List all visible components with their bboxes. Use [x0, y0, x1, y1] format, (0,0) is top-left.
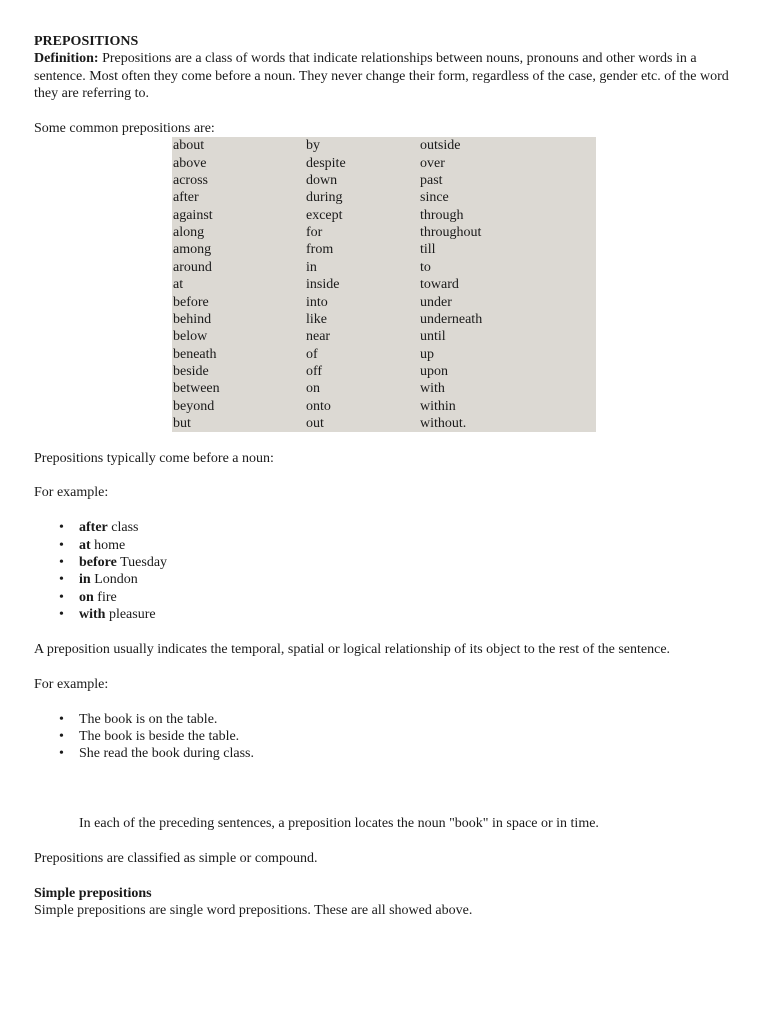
table-cell: against	[173, 207, 213, 223]
table-cell: till	[420, 242, 436, 258]
list-item: • The book is on the table.	[79, 711, 734, 728]
prepositions-table-body	[173, 137, 596, 432]
table-cell: up	[420, 346, 434, 362]
table-row	[173, 398, 596, 415]
example-preposition: with	[79, 607, 106, 623]
spacer	[34, 693, 734, 710]
table-row	[173, 294, 596, 311]
definition-paragraph	[34, 50, 734, 102]
table-cell: outside	[420, 138, 461, 154]
table-cell: upon	[420, 363, 448, 379]
table-row	[173, 207, 596, 224]
spacer	[34, 432, 734, 449]
table-cell: since	[420, 190, 449, 206]
table-cell: behind	[173, 311, 212, 327]
table-row	[173, 172, 596, 189]
table-cell: without.	[420, 415, 467, 431]
for-example-label: For example:	[34, 676, 109, 692]
table-cell: over	[420, 155, 445, 171]
table-cell: inside	[306, 277, 340, 293]
table-cell: between	[173, 381, 220, 397]
list-item	[79, 589, 734, 606]
table-cell: off	[306, 363, 323, 379]
example-preposition: before	[79, 555, 117, 571]
list-item: • The book is beside the table.	[79, 728, 734, 745]
spacer	[34, 867, 734, 884]
table-cell: under	[420, 294, 452, 310]
table-row	[173, 346, 596, 363]
example-object: fire	[93, 589, 117, 605]
table-cell: along	[173, 225, 205, 241]
table-cell: until	[420, 329, 446, 345]
table-cell: before	[173, 294, 209, 310]
table-cell: to	[420, 259, 431, 275]
example-object: Tuesday	[116, 555, 168, 571]
table-cell: but	[173, 415, 191, 431]
table-cell: out	[306, 415, 324, 431]
spacer	[34, 103, 734, 120]
table-cell: across	[173, 173, 208, 189]
common-intro: Some common prepositions are:	[34, 121, 215, 137]
list-item	[79, 554, 734, 571]
list-item	[79, 571, 734, 588]
example-object: home	[90, 537, 126, 553]
page-title: PREPOSITIONS	[34, 34, 139, 49]
spacer	[34, 780, 734, 797]
spacer	[34, 798, 734, 815]
spacer	[34, 658, 734, 675]
relationship-text: A preposition usually indicates the temporal, spatial or logical relationship of its object to the rest of the sentence.	[34, 641, 671, 657]
example-object: class	[107, 520, 139, 536]
table-cell: down	[306, 173, 338, 189]
table-cell: above	[173, 155, 207, 171]
definition-label: Definition:	[34, 51, 99, 67]
prepositions-table	[173, 137, 596, 432]
table-cell: toward	[420, 277, 459, 293]
table-cell: within	[420, 398, 456, 414]
simple-text: Simple prepositions are single word prepositions. These are all showed above.	[34, 902, 473, 918]
example-preposition: after	[79, 520, 108, 536]
definition-text: Prepositions are a class of words that indicate relationships between nouns, pronouns and other words in a sentence. Most often they come before a noun. They never change their form, regardless of the case, gender etc. of the word they are referring to.	[34, 51, 729, 102]
table-cell: onto	[306, 398, 331, 414]
examples-list-2	[34, 711, 734, 763]
prepositions-table-box	[172, 137, 596, 432]
table-cell: among	[173, 242, 212, 258]
table-cell: around	[173, 259, 212, 275]
table-cell: into	[306, 294, 328, 310]
example-preposition: on	[79, 589, 94, 605]
table-row	[173, 363, 596, 380]
table-row	[173, 241, 596, 258]
spacer	[34, 502, 734, 519]
table-row	[173, 311, 596, 328]
table-cell: through	[420, 207, 464, 223]
table-cell: of	[306, 346, 318, 362]
table-cell: beneath	[173, 346, 217, 362]
examples-list-1	[34, 519, 734, 623]
classified-text: Prepositions are classified as simple or compound.	[34, 850, 318, 866]
list-item	[79, 537, 734, 554]
example-preposition: at	[79, 537, 91, 553]
table-row	[173, 259, 596, 276]
table-row	[173, 328, 596, 345]
table-cell: at	[173, 277, 184, 293]
table-cell: after	[173, 190, 199, 206]
table-cell: below	[173, 329, 208, 345]
table-cell: underneath	[420, 311, 483, 327]
table-row	[173, 189, 596, 206]
table-cell: during	[306, 190, 343, 206]
table-row	[173, 415, 596, 432]
table-cell: with	[420, 381, 445, 397]
table-row	[173, 224, 596, 241]
table-cell: except	[306, 207, 343, 223]
preceding-text: In each of the preceding sentences, a preposition locates the noun "book" in space or in time.	[79, 815, 599, 831]
table-cell: throughout	[420, 225, 482, 241]
example-object: pleasure	[105, 607, 156, 623]
table-cell: beside	[173, 363, 209, 379]
table-row	[173, 276, 596, 293]
table-cell: for	[306, 225, 323, 241]
before-noun-text: Prepositions typically come before a noun:	[34, 450, 274, 466]
table-row	[173, 137, 596, 154]
simple-heading: Simple prepositions	[34, 885, 152, 901]
table-cell: like	[306, 311, 327, 327]
list-item: • She read the book during class.	[79, 745, 734, 762]
table-cell: near	[306, 329, 331, 345]
spacer	[34, 624, 734, 641]
example-object: London	[90, 572, 138, 588]
table-cell: beyond	[173, 398, 215, 414]
table-cell: in	[306, 259, 317, 275]
spacer	[34, 467, 734, 484]
spacer	[34, 763, 734, 780]
table-cell: past	[420, 173, 443, 189]
table-cell: about	[173, 138, 205, 154]
for-example-label: For example:	[34, 485, 109, 501]
list-item	[79, 519, 734, 536]
table-cell: despite	[306, 155, 346, 171]
spacer	[34, 832, 734, 849]
table-row	[173, 380, 596, 397]
table-cell: by	[306, 138, 320, 154]
table-cell: from	[306, 242, 334, 258]
list-item	[79, 606, 734, 623]
document-page	[34, 33, 734, 919]
table-row	[173, 155, 596, 172]
table-cell: on	[306, 381, 320, 397]
example-preposition: in	[79, 572, 91, 588]
